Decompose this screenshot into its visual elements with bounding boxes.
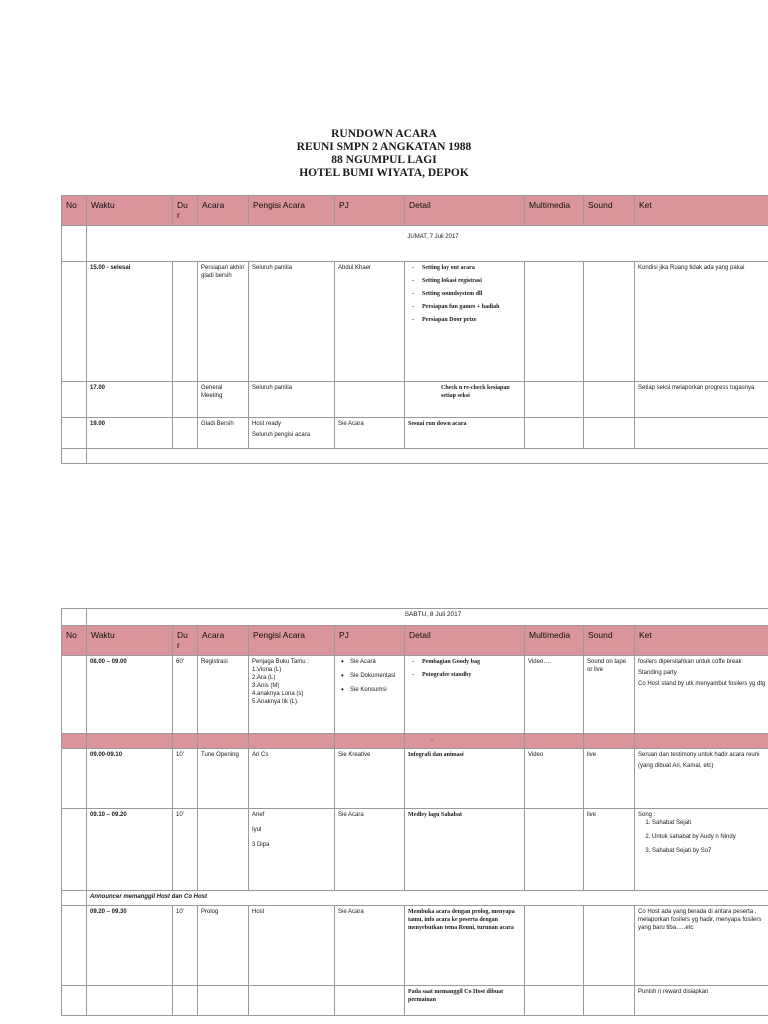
header-pengisi-acara: Pengisi Acara [249,626,335,656]
header-waktu: Waktu [87,626,173,656]
list-item: - Potografer standby [422,671,521,679]
pj-cell: Sie Acara [335,906,405,986]
detail-cell: Check n re-check kesiapan setiap seksi [405,382,525,418]
sound-cell: live [584,749,635,809]
pengisi-cell: Seluruh panitia [249,382,335,418]
ket-cell [635,809,768,891]
header-ket: Ket [635,626,768,656]
pengisi-line: 2.Ara (L) [252,675,276,681]
ket-line: fosilers dipersilahkan untuk coffe break [638,659,742,665]
waktu-cell: 15.00 - selesai [87,262,173,382]
detail-cell: Membuka acara dengan prolog, menyapa tamu, info acara ke peserta dengan menyebutkan tema Reuni, turunan acara [405,906,525,986]
table-row [62,749,768,809]
pj-cell [335,656,405,734]
announcer-row [62,891,768,906]
list-item: 3. Sahabat Sejati by So7 [652,847,768,855]
multimedia-cell: Video [525,749,584,809]
empty-row [62,449,768,464]
table-row [62,418,768,449]
title-line-1: RUNDOWN ACARA [331,128,437,140]
ket-cell: Setiap seksi melaporkan progress tugasnya [635,382,768,418]
pj-cell: Sie Kreative [335,749,405,809]
list-item: • Sie Konsumsi [350,686,401,694]
table-row [62,809,768,891]
detail-cell: Infografi dan animasi [405,749,525,809]
list-item: - Setting lay out acara [422,264,521,272]
header-no: No [62,626,87,656]
list-item: 1. Sahabat Sejati [652,819,768,827]
acara-cell: Registrasi [198,656,249,734]
list-item: - Pembagian Goody bag [422,658,521,666]
header-detail: Detail [405,626,525,656]
sound-cell: live [584,809,635,891]
ket-cell [635,656,768,734]
acara-cell: Prolog [198,906,249,986]
ket-line: Seruan dan testimony untuk hadir acara reuni [638,752,760,758]
song-label: Song : [638,812,656,818]
rundown-table-friday [61,195,768,464]
list-item: - Persiapan Door prize [422,316,521,324]
ket-cell: Co Host ada yang berada di antara peserta , melaporkan fosilers yg hadir, menyapa fosilers yang baru tiba…..etc [635,906,768,986]
header-multimedia: Multimedia [525,196,584,226]
title-line-3: 88 NGUMPUL LAGI [331,154,437,166]
waktu-cell: 09.00-09.10 [87,749,173,809]
pengisi-line: Host ready [252,421,282,427]
header-durasi: Du r [173,196,198,226]
dur-cell: 10' [173,809,198,891]
pengisi-line: Iyul [252,827,262,833]
table-row [62,656,768,734]
header-pengisi-acara: Pengisi Acara [249,196,335,226]
header-acara: Acara [198,626,249,656]
sound-cell: Sound on tape or live [584,656,635,734]
pengisi-line: Penjaga Buku Tamu : [252,659,309,665]
rundown-table-saturday [61,608,768,1016]
ket-line: Co Host stand by utk menyambut fosilers yg dtg [638,681,766,687]
detail-cell: Medley lagu Sahabat [405,809,525,891]
list-item: • Sie Dokumentasi [350,672,401,680]
pengisi-cell [249,656,335,734]
header-detail: Detail [405,196,525,226]
pj-cell: Abdul Khaer [335,262,405,382]
table-row [62,262,768,382]
pengisi-line: 3 Dipa [252,842,270,848]
ket-line: (yang dibuat Ari, Kamal, etc) [638,763,714,769]
waktu-cell: 09.20 – 09.30 [87,906,173,986]
pengisi-line: 4.anaknya Lona (s) [252,691,304,697]
list-item: - Persiapan fun games + hadiah [422,303,521,311]
header-ket: Ket [635,196,768,226]
pengisi-line: 1.Viona (L) [252,667,282,673]
header-sound: Sound [584,626,635,656]
day-row [62,226,768,262]
ket-cell [635,749,768,809]
detail-cell: Sesuai run down acara [405,418,525,449]
pengisi-line: 3.Anis (M) [252,683,280,689]
pj-cell: Sie Acara [335,809,405,891]
header-sound: Sound [584,196,635,226]
table-row [62,986,768,1016]
list-item: - Setting soundsystem dll [422,290,521,298]
list-item: 2. Untuk sahabat by Audy n Nindy [652,833,768,841]
pengisi-cell: Seluruh panitia [249,262,335,382]
day-row [62,609,768,626]
header-no: No [62,196,87,226]
ket-cell: Punish n reward disiapkan [635,986,768,1016]
waktu-cell: 17.00 [87,382,173,418]
table-header-row [62,196,768,226]
waktu-cell: 19.00 [87,418,173,449]
dur-cell: 10' [173,749,198,809]
table-row [62,382,768,418]
header-durasi: Du r [173,626,198,656]
ket-line: Standing party [638,670,677,676]
pj-cell: Sie Acara [335,418,405,449]
list-item: - Setting lokasi registrasi [422,277,521,285]
ket-cell: Kondisi jika Ruang tidak ada yang pakai [635,262,768,382]
dur-cell: 10' [173,906,198,986]
list-item: • Sie Acara [350,658,401,666]
header-waktu: Waktu [87,196,173,226]
dur-cell: 60' [173,656,198,734]
header-acara: Acara [198,196,249,226]
pengisi-line: 5.Anaknya Iik (L). [252,699,299,705]
table-row [62,906,768,986]
multimedia-cell: Video…. [525,656,584,734]
pengisi-cell [249,418,335,449]
detail-cell [405,262,525,382]
header-pj: PJ [335,626,405,656]
waktu-cell: 08.00 – 09.00 [87,656,173,734]
title-line-4: HOTEL BUMI WIYATA, DEPOK [299,167,469,179]
header-multimedia: Multimedia [525,626,584,656]
pengisi-cell: Ari Cs [249,749,335,809]
detail-cell [405,656,525,734]
announcer-note: Announcer memanggil Host dan Co Host [87,891,768,906]
day-label: SABTU, 8 Juli 2017 [87,609,768,626]
day-label: JUMAT, 7 Juli 2017 [87,226,768,262]
acara-cell: Tune Opening [198,749,249,809]
pengisi-cell [249,809,335,891]
separator-dash: - [405,734,525,749]
separator-row [62,734,768,749]
document-title [0,128,768,180]
acara-cell: General Meeting [198,382,249,418]
pengisi-line: Seluruh pengisi acara [252,432,311,438]
pengisi-cell: Host [249,906,335,986]
acara-cell: Gladi Bersih [198,418,249,449]
waktu-cell: 09.10 – 09.20 [87,809,173,891]
pengisi-line: Arief [252,812,265,818]
detail-cell: Pada saat memanggil Co Host dibuat permainan [405,986,525,1016]
acara-cell: Persiapan akhir/ gladi bersih [198,262,249,382]
table-header-row [62,626,768,656]
title-line-2: REUNI SMPN 2 ANGKATAN 1988 [296,141,472,153]
header-pj: PJ [335,196,405,226]
